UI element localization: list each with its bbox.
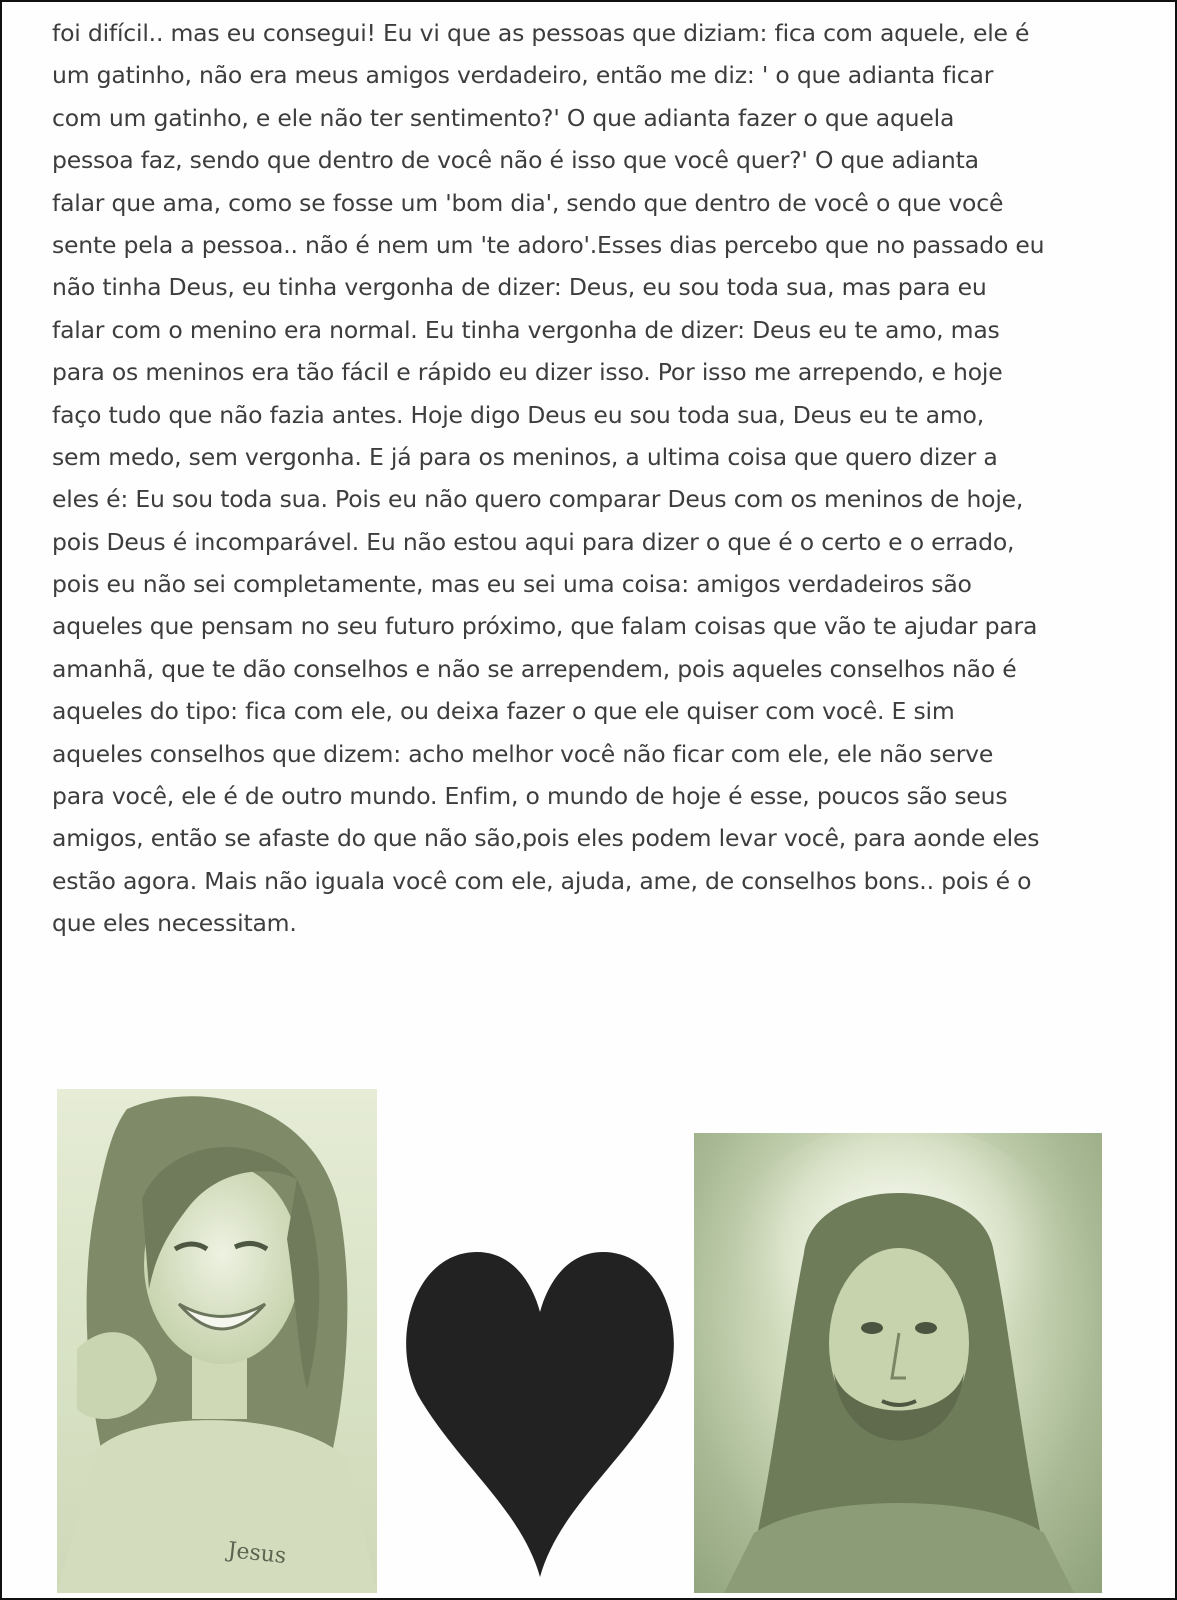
text-line: um gatinho, não era meus amigos verdadeiro, então me diz: ' o que adianta ficar <box>52 61 994 90</box>
text-line: aqueles do tipo: fica com ele, ou deixa fazer o que ele quiser com você. E sim <box>52 697 955 726</box>
jesus-illustration <box>694 1133 1102 1593</box>
heart-icon <box>402 1252 678 1577</box>
text-line: para você, ele é de outro mundo. Enfim, o mundo de hoje é esse, poucos são seus <box>52 782 1008 811</box>
text-line: sente pela a pessoa.. não é nem um 'te adoro'.Esses dias percebo que no passado eu <box>52 230 1045 259</box>
text-line: não tinha Deus, eu tinha vergonha de dizer: Deus, eu sou toda sua, mas para eu <box>52 273 987 302</box>
girl-illustration <box>57 1089 377 1593</box>
text-line: falar com o menino era normal. Eu tinha vergonha de dizer: Deus eu te amo, mas <box>52 315 1000 344</box>
text-line: estão agora. Mais não iguala você com ele, ajuda, ame, de conselhos bons.. pois é o <box>52 866 1032 895</box>
shirt-lettering: Jesus <box>226 1538 288 1570</box>
text-line: que eles necessitam. <box>52 909 297 938</box>
text-line: foi difícil.. mas eu consegui! Eu vi que as pessoas que diziam: fica com aquele, ele é <box>52 19 1030 47</box>
text-line: pessoa faz, sendo que dentro de você não é isso que você quer?' O que adianta <box>52 146 979 175</box>
text-line: pois eu não sei completamente, mas eu sei uma coisa: amigos verdadeiros são <box>52 570 972 599</box>
text-line: faço tudo que não fazia antes. Hoje digo Deus eu sou toda sua, Deus eu te amo, <box>52 400 984 429</box>
text-line: sem medo, sem vergonha. E já para os meninos, a ultima coisa que quero dizer a <box>52 442 998 471</box>
text-line: pois Deus é incomparável. Eu não estou aqui para dizer o que é o certo e o errado, <box>52 527 1015 556</box>
body-text <box>52 12 1142 945</box>
jesus-portrait <box>694 1133 1102 1593</box>
text-line: aqueles que pensam no seu futuro próximo, que falam coisas que vão te ajudar para <box>52 612 1038 641</box>
text-line: eles é: Eu sou toda sua. Pois eu não quero comparar Deus com os meninos de hoje, <box>52 485 1024 514</box>
text-line: falar que ama, como se fosse um 'bom dia', sendo que dentro de você o que você <box>52 188 1004 217</box>
text-line: com um gatinho, e ele não ter sentimento?' O que adianta fazer o que aquela <box>52 103 955 132</box>
text-line: amigos, então se afaste do que não são,pois eles podem levar você, para aonde eles <box>52 824 1040 853</box>
text-line: aqueles conselhos que dizem: acho melhor você não ficar com ele, ele não serve <box>52 739 994 768</box>
girl-photo <box>57 1089 377 1593</box>
text-line: para os meninos era tão fácil e rápido eu dizer isso. Por isso me arrependo, e hoje <box>52 358 1003 387</box>
text-line: amanhã, que te dão conselhos e não se arrependem, pois aqueles conselhos não é <box>52 654 1017 683</box>
